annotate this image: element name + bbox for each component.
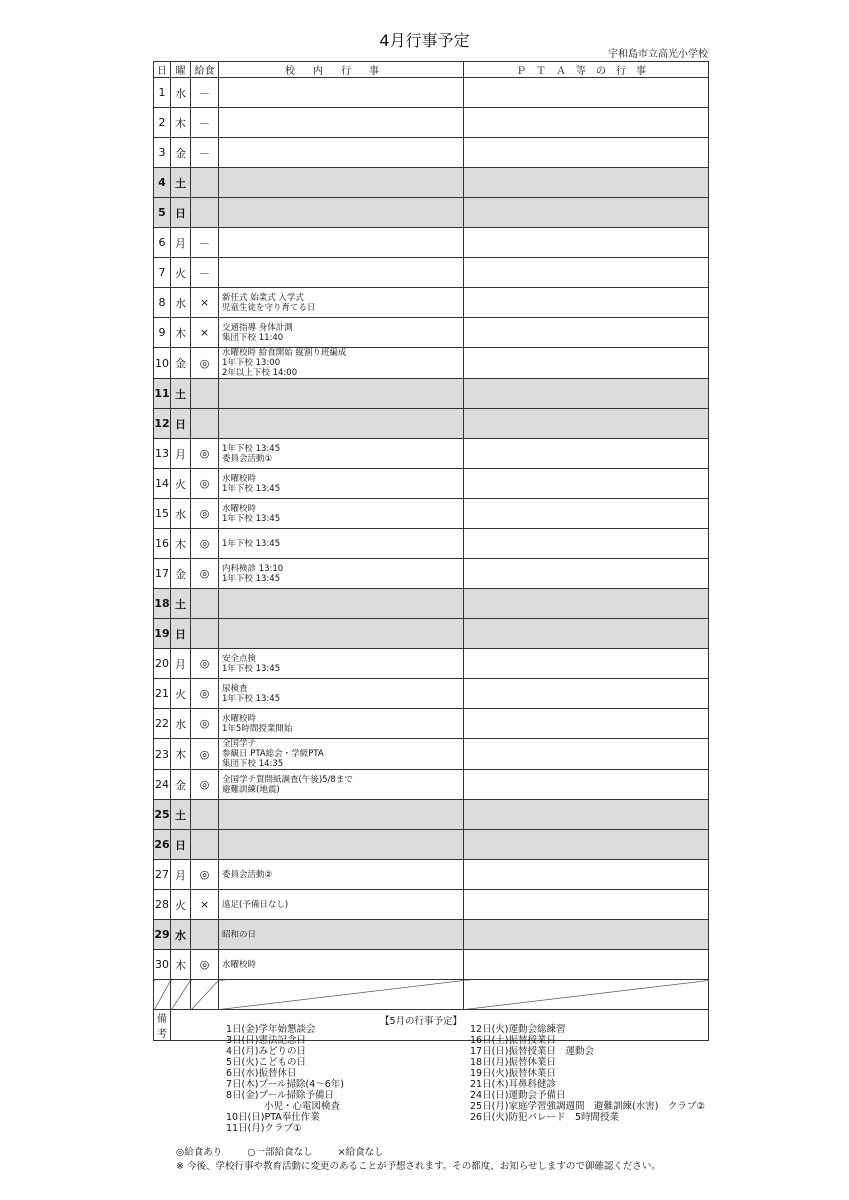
table-row [154, 770, 709, 800]
notes-label: 備考 [154, 1010, 171, 1041]
weekday-cell: 月 [171, 228, 191, 258]
day-cell: 28 [154, 890, 171, 920]
pta-events-cell [464, 739, 709, 770]
meal-cell: ◎ [191, 469, 219, 499]
school-events-cell [219, 108, 464, 138]
may-schedule-title: 【5月の行事予定】 [380, 1016, 463, 1027]
weekday-cell: 土 [171, 379, 191, 409]
school-events-cell: 1年下校 13:45 [219, 529, 464, 559]
meal-cell: × [191, 890, 219, 920]
day-cell: 16 [154, 529, 171, 559]
pta-events-cell [464, 198, 709, 228]
pta-events-cell [464, 168, 709, 198]
table-row [154, 469, 709, 499]
weekday-cell: 月 [171, 439, 191, 469]
weekday-cell: 金 [171, 559, 191, 589]
meal-cell: － [191, 228, 219, 258]
header-row [154, 62, 709, 78]
may-schedule-item: 12日(火)運動会総練習 [470, 1024, 566, 1035]
table-row [154, 619, 709, 649]
pta-events-cell [464, 379, 709, 409]
day-cell: 15 [154, 499, 171, 529]
pta-events-cell [464, 108, 709, 138]
table-row [154, 258, 709, 288]
pta-events-cell [464, 138, 709, 168]
table-row [154, 168, 709, 198]
pta-events-cell [464, 800, 709, 830]
table-row [154, 228, 709, 258]
weekday-cell: 日 [171, 619, 191, 649]
meal-cell: ◎ [191, 739, 219, 770]
school-events-cell [219, 168, 464, 198]
weekday-cell: 日 [171, 409, 191, 439]
weekday-cell: 火 [171, 679, 191, 709]
meal-cell: － [191, 138, 219, 168]
footnote: ※ 今後、学校行事や教育活動に変更のあることが予想されます。その都度、お知らせしますので御確認ください。 [176, 1161, 661, 1172]
pta-events-cell [464, 78, 709, 108]
school-events-cell [219, 830, 464, 860]
school-events-cell: 新任式 始業式 入学式 児童生徒を守り育てる日 [219, 288, 464, 318]
school-events-cell [219, 138, 464, 168]
table-row [154, 559, 709, 589]
meal-cell: ◎ [191, 559, 219, 589]
table-row [154, 860, 709, 890]
pta-events-cell [464, 499, 709, 529]
may-schedule-left [226, 1024, 344, 1134]
meal-cell [191, 830, 219, 860]
pta-events-cell [464, 679, 709, 709]
weekday-cell: 木 [171, 739, 191, 770]
blank-row [154, 980, 709, 1010]
school-events-cell: 水曜校時 1年下校 13:45 [219, 469, 464, 499]
may-schedule-item: 小児・心電図検査 [226, 1101, 341, 1112]
day-cell: 24 [154, 770, 171, 800]
table-row [154, 739, 709, 770]
school-events-cell [219, 409, 464, 439]
table-row [154, 920, 709, 950]
table-row [154, 649, 709, 679]
pta-events-cell [464, 890, 709, 920]
may-schedule-item: 7日(木)プール掃除(4～6年) [226, 1079, 344, 1090]
day-cell: 7 [154, 258, 171, 288]
day-cell: 22 [154, 709, 171, 739]
may-schedule-item: 6日(水)振替休日 [226, 1068, 297, 1079]
may-schedule-item: 11日(月)クラブ① [226, 1123, 302, 1134]
school-events-cell: 水曜校時 1年5時間授業開始 [219, 709, 464, 739]
meal-cell: ◎ [191, 348, 219, 379]
table-row [154, 679, 709, 709]
header-school-events: 校内行事 [219, 62, 464, 78]
pta-events-cell [464, 529, 709, 559]
may-schedule-item: 24日(日)運動会予備日 [470, 1090, 566, 1101]
school-events-cell [219, 228, 464, 258]
school-events-cell: 遠足(予備日なし) [219, 890, 464, 920]
day-cell: 20 [154, 649, 171, 679]
pta-events-cell [464, 770, 709, 800]
table-row [154, 348, 709, 379]
meal-cell: － [191, 258, 219, 288]
school-events-cell: 水曜校時 1年下校 13:45 [219, 499, 464, 529]
table-row [154, 709, 709, 739]
may-schedule-right [470, 1024, 705, 1123]
weekday-cell: 火 [171, 890, 191, 920]
school-events-cell [219, 589, 464, 619]
table-row [154, 138, 709, 168]
header-pta-events: ＰＴＡ等の行事 [464, 62, 709, 78]
schedule-table [153, 61, 709, 1041]
day-cell: 27 [154, 860, 171, 890]
meal-cell: － [191, 78, 219, 108]
weekday-cell: 月 [171, 649, 191, 679]
meal-cell: ◎ [191, 679, 219, 709]
school-events-cell: 全国学テ 参観日 PTA総会・学級PTA 集団下校 14:35 [219, 739, 464, 770]
day-cell: 19 [154, 619, 171, 649]
day-cell: 25 [154, 800, 171, 830]
blank-cell [191, 980, 219, 1010]
meal-cell: ◎ [191, 499, 219, 529]
day-cell: 21 [154, 679, 171, 709]
day-cell: 13 [154, 439, 171, 469]
may-schedule-item: 25日(月)家庭学習強調週間 避難訓練(水害) クラブ② [470, 1101, 705, 1112]
pta-events-cell [464, 228, 709, 258]
pta-events-cell [464, 318, 709, 348]
may-schedule-item: 16日(土)振替授業日 [470, 1035, 557, 1046]
meal-cell [191, 198, 219, 228]
table-row [154, 288, 709, 318]
may-schedule-item: 10日(日)PTA奉仕作業 [226, 1112, 320, 1123]
pta-events-cell [464, 830, 709, 860]
weekday-cell: 土 [171, 168, 191, 198]
meal-cell: － [191, 108, 219, 138]
school-events-cell: 水曜校時 給食開始 縦割り班編成 1年下校 13:00 2年以上下校 14:00 [219, 348, 464, 379]
weekday-cell: 水 [171, 78, 191, 108]
may-schedule-item: 1日(金)学年始懇談会 [226, 1024, 316, 1035]
school-events-cell: 昭和の日 [219, 920, 464, 950]
school-events-cell: 尿検査 1年下校 13:45 [219, 679, 464, 709]
pta-events-cell [464, 860, 709, 890]
pta-events-cell [464, 589, 709, 619]
blank-cell [171, 980, 191, 1010]
meal-cell: ◎ [191, 709, 219, 739]
table-row [154, 78, 709, 108]
day-cell: 4 [154, 168, 171, 198]
meal-cell: ◎ [191, 439, 219, 469]
may-schedule-item: 8日(金)プール掃除予備日 [226, 1090, 334, 1101]
school-events-cell: 委員会活動② [219, 860, 464, 890]
blank-cell [464, 980, 709, 1010]
meal-cell [191, 800, 219, 830]
day-cell: 3 [154, 138, 171, 168]
school-events-cell [219, 198, 464, 228]
pta-events-cell [464, 439, 709, 469]
school-events-cell [219, 258, 464, 288]
weekday-cell: 水 [171, 288, 191, 318]
pta-events-cell [464, 619, 709, 649]
table-row [154, 439, 709, 469]
table-row [154, 890, 709, 920]
school-events-cell [219, 78, 464, 108]
meal-cell: ◎ [191, 529, 219, 559]
header-weekday: 曜 [171, 62, 191, 78]
day-cell: 6 [154, 228, 171, 258]
meal-cell [191, 379, 219, 409]
school-events-cell [219, 800, 464, 830]
weekday-cell: 木 [171, 108, 191, 138]
weekday-cell: 木 [171, 318, 191, 348]
meal-cell: ◎ [191, 950, 219, 980]
weekday-cell: 水 [171, 709, 191, 739]
day-cell: 10 [154, 348, 171, 379]
day-cell: 23 [154, 739, 171, 770]
school-events-cell: 水曜校時 [219, 950, 464, 980]
weekday-cell: 水 [171, 920, 191, 950]
pta-events-cell [464, 559, 709, 589]
weekday-cell: 日 [171, 198, 191, 228]
day-cell: 30 [154, 950, 171, 980]
may-schedule-item: 3日(日)憲法記念日 [226, 1035, 306, 1046]
header-day: 日 [154, 62, 171, 78]
may-schedule-item: 21日(木)耳鼻科健診 [470, 1079, 557, 1090]
meal-legend [176, 1144, 406, 1158]
meal-cell [191, 168, 219, 198]
weekday-cell: 木 [171, 529, 191, 559]
school-events-cell: 全国学テ質問紙調査(午後)5/8まで 避難訓練(地震) [219, 770, 464, 800]
weekday-cell: 金 [171, 770, 191, 800]
school-events-cell: 1年下校 13:45 委員会活動① [219, 439, 464, 469]
table-row [154, 830, 709, 860]
school-events-cell: 安全点検 1年下校 13:45 [219, 649, 464, 679]
meal-cell [191, 619, 219, 649]
day-cell: 9 [154, 318, 171, 348]
may-schedule-item: 4日(月)みどりの日 [226, 1046, 306, 1057]
school-events-cell: 内科検診 13:10 1年下校 13:45 [219, 559, 464, 589]
meal-cell: ◎ [191, 860, 219, 890]
day-cell: 18 [154, 589, 171, 619]
day-cell: 14 [154, 469, 171, 499]
may-schedule-item: 18日(月)振替休業日 [470, 1057, 557, 1068]
day-cell: 17 [154, 559, 171, 589]
may-schedule-item: 5日(火)こどもの日 [226, 1057, 306, 1068]
meal-cell: × [191, 288, 219, 318]
school-events-cell [219, 619, 464, 649]
weekday-cell: 火 [171, 258, 191, 288]
pta-events-cell [464, 469, 709, 499]
pta-events-cell [464, 409, 709, 439]
weekday-cell: 金 [171, 138, 191, 168]
table-row [154, 318, 709, 348]
pta-events-cell [464, 950, 709, 980]
weekday-cell: 土 [171, 800, 191, 830]
school-events-cell [219, 379, 464, 409]
meal-cell: ◎ [191, 649, 219, 679]
weekday-cell: 火 [171, 469, 191, 499]
legend-partial: ○一部給食なし [247, 1147, 313, 1158]
pta-events-cell [464, 288, 709, 318]
may-schedule-item: 26日(火)防犯パレード 5時間授業 [470, 1112, 620, 1123]
weekday-cell: 月 [171, 860, 191, 890]
meal-cell: ◎ [191, 770, 219, 800]
meal-cell [191, 920, 219, 950]
pta-events-cell [464, 709, 709, 739]
school-name: 宇和島市立高光小学校 [608, 49, 708, 60]
table-row [154, 409, 709, 439]
meal-cell [191, 409, 219, 439]
table-row [154, 589, 709, 619]
day-cell: 11 [154, 379, 171, 409]
weekday-cell: 金 [171, 348, 191, 379]
weekday-cell: 土 [171, 589, 191, 619]
school-events-cell: 交通指導 身体計測 集団下校 11:40 [219, 318, 464, 348]
pta-events-cell [464, 649, 709, 679]
table-row [154, 950, 709, 980]
day-cell: 8 [154, 288, 171, 318]
weekday-cell: 水 [171, 499, 191, 529]
pta-events-cell [464, 258, 709, 288]
pta-events-cell [464, 348, 709, 379]
header-meal: 給食 [191, 62, 219, 78]
may-schedule-item: 17日(日)振替授業日 運動会 [470, 1046, 595, 1057]
may-schedule-item: 19日(火)振替休業日 [470, 1068, 557, 1079]
table-row [154, 800, 709, 830]
day-cell: 2 [154, 108, 171, 138]
weekday-cell: 木 [171, 950, 191, 980]
blank-cell [154, 980, 171, 1010]
day-cell: 26 [154, 830, 171, 860]
meal-cell [191, 589, 219, 619]
day-cell: 29 [154, 920, 171, 950]
weekday-cell: 日 [171, 830, 191, 860]
page-title: 4月行事予定 [379, 31, 470, 50]
blank-cell [219, 980, 464, 1010]
legend-none: ×給食なし [337, 1147, 384, 1158]
meal-cell: × [191, 318, 219, 348]
table-row [154, 499, 709, 529]
day-cell: 12 [154, 409, 171, 439]
table-row [154, 108, 709, 138]
day-cell: 5 [154, 198, 171, 228]
table-row [154, 529, 709, 559]
legend-full: ◎給食あり [176, 1147, 223, 1158]
table-row [154, 198, 709, 228]
table-row [154, 379, 709, 409]
pta-events-cell [464, 920, 709, 950]
day-cell: 1 [154, 78, 171, 108]
